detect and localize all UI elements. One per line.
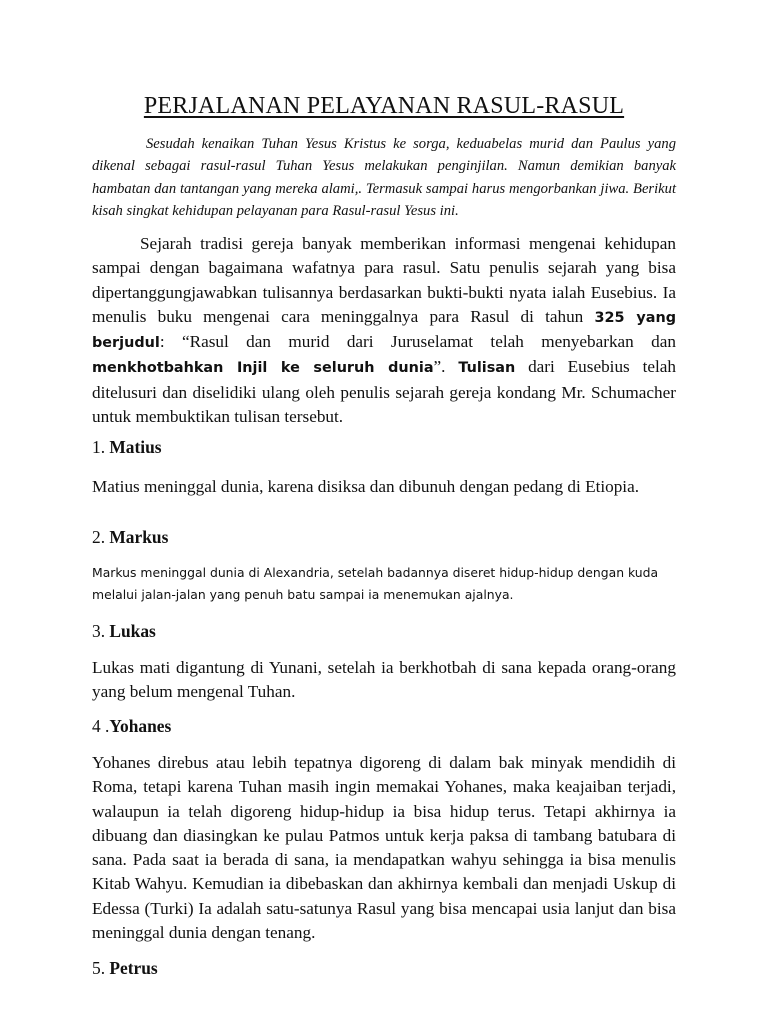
section-text-yohanes: Yohanes direbus atau lebih tepatnya digoreng di dalam bak minyak mendidih di Roma, tetapi karena Tuhan masih ingin memakai Yohanes, maka keajaiban terjadi, walaupun ia telah digoreng hidup-hidup ia bisa hidup terus. Tetapi akhirnya ia dibuang dan diasingkan ke pulau Patmos untuk kerja paksa di tambang batubara di sana. Pada saat ia berada di sana, ia mendapatkan wahyu sehingga ia bisa menulis Kitab Wahyu. Kemudian ia dibebaskan dan akhirnya kembali dan menjadi Uskup di Edessa (Turki) Ia adalah satu-satunya Rasul yang bisa mencapai usia lanjut dan bisa meninggal dunia dengan tenang. [92,753,676,943]
history-text-4: dari Eusebius telah ditelusuri dan diselidiki ulang oleh penulis sejarah gereja kondang Mr. Schumacher untuk membuktikan tulisan tersebut. [92,357,676,427]
history-bold-3: Tulisan [458,360,516,377]
history-text-3: ”. [433,357,459,377]
section-number: 3. [92,621,110,641]
section-number: 2. [92,527,110,547]
section-heading-lukas [92,621,156,642]
document-title: PERJALANAN PELAYANAN RASUL-RASUL [143,93,625,119]
section-heading-markus [92,527,168,548]
history-bold-2: menkhotbahkan Injil ke seluruh dunia [92,360,434,377]
history-bold-1: 325 yang berjudul [92,309,677,352]
section-name: Petrus [109,958,158,978]
history-text-1: Sejarah tradisi gereja banyak memberikan informasi mengenai kehidupan sampai dengan bagaimana wafatnya para rasul. Satu penulis sejarah yang bisa dipertanggungjawabkan tulisannya berdasarkan bukti-bukti nyata ialah Eusebius. Ia menulis buku mengenai cara meninggalnya para Rasul di tahun [92,234,676,326]
section-heading-matius [92,437,162,458]
section-number: 4 . [92,716,110,736]
section-heading-yohanes [92,716,171,737]
section-number: 1. [92,437,110,457]
section-number: 5. [92,958,110,978]
section-heading-petrus [92,958,158,979]
section-name: Yohanes [109,716,172,736]
section-text-lukas: Lukas mati digantung di Yunani, setelah ia berkhotbah di sana kepada orang-orang yang belum mengenal Tuhan. [92,658,676,702]
section-text-matius: Matius meninggal dunia, karena disiksa dan dibunuh dengan pedang di Etiopia. [92,477,640,496]
section-name: Markus [109,527,169,547]
history-paragraph [92,232,676,429]
section-text-markus: Markus meninggal dunia di Alexandria, setelah badannya diseret hidup-hidup dengan kuda melalui jalan-jalan yang penuh batu sampai ia menemukan ajalnya. [92,565,659,602]
section-name: Matius [109,437,162,457]
section-name: Lukas [109,621,156,641]
history-text-2: : “Rasul dan murid dari Juruselamat telah menyebarkan dan [159,332,676,352]
intro-paragraph: Sesudah kenaikan Tuhan Yesus Kristus ke sorga, keduabelas murid dan Paulus yang dikenal sebagai rasul-rasul Tuhan Yesus melakukan penginjilan. Namun demikian banyak hambatan dan tantangan yang mereka alami,. Termasuk sampai harus mengorbankan jiwa. Berikut kisah singkat kehidupan pelayanan para Rasul-rasul Yesus ini. [92,136,676,220]
